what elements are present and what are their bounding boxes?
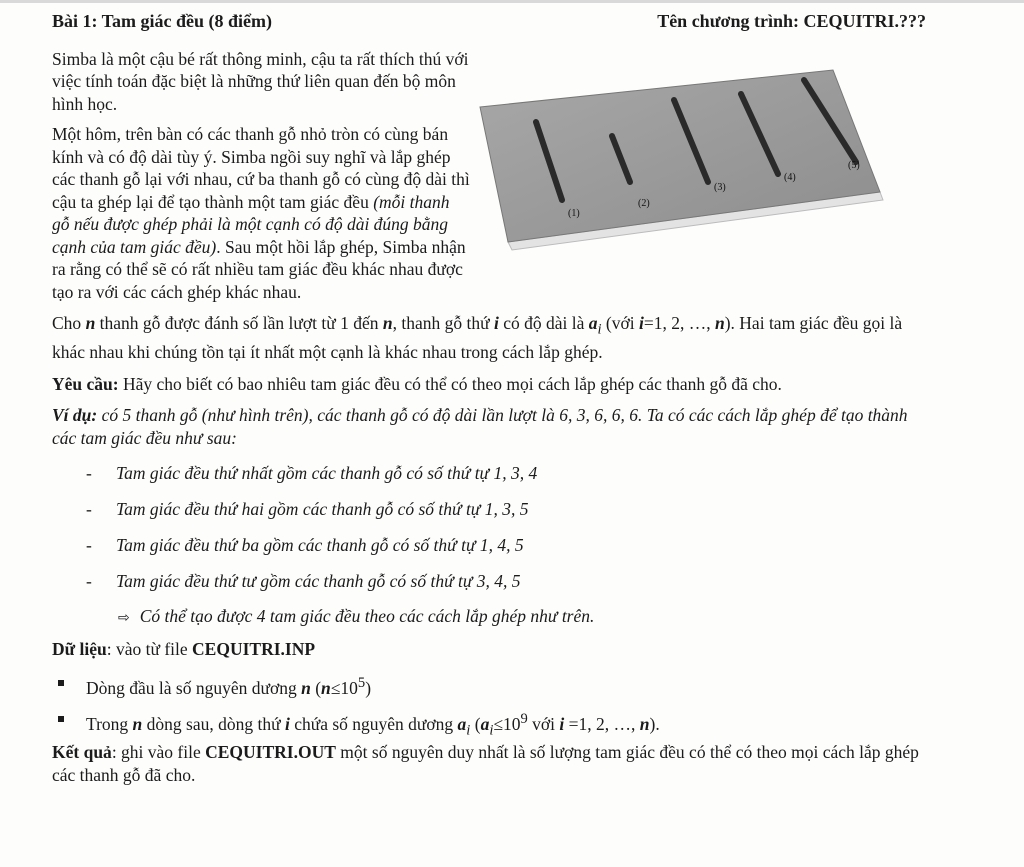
stick-label-5: (5) — [848, 160, 860, 171]
stick-label-2: (2) — [638, 198, 650, 209]
bullet-icon — [58, 716, 64, 722]
input-file-name: CEQUITRI.INP — [192, 639, 316, 659]
data-bullets — [52, 665, 932, 737]
sticks-illustration — [478, 52, 938, 267]
intro-p2-text: Một hôm, trên bàn có các thanh gỗ nhỏ tròn có cùng bán kính và có độ dài tùy ý. Simba ngồi suy nghĩ và lắp ghép các thanh gỗ lại với nhau, cứ ba thanh gỗ có cùng độ dài thì cậu ta ghép lại để tạo thành một tam giác đều — [52, 124, 470, 212]
list-item: - Tam giác đều thứ ba gồm các thanh gỗ có số thứ tự 1, 4, 5 — [86, 535, 524, 555]
problem-header — [52, 10, 932, 33]
program-name: Tên chương trình: CEQUITRI.??? — [657, 11, 926, 31]
example — [52, 404, 932, 449]
example-text: có 5 thanh gỗ (như hình trên), các thanh gỗ có độ dài lần lượt là 6, 3, 6, 6, 6. Ta có các cách lắp ghép để tạo thành các tam giác đều như sau: — [52, 405, 908, 448]
stick-label-1: (1) — [568, 208, 580, 219]
intro-p2-italic: (mỗi thanh gỗ nếu được ghép phải là một cạnh có độ dài đúng bằng cạnh của tam giác đều) — [52, 191, 450, 257]
example-label: Ví dụ: — [52, 405, 98, 425]
requirement-text: Hãy cho biết có bao nhiêu tam giác đều có thể có theo mọi cách lắp ghép các thanh gỗ đã cho. — [118, 373, 782, 394]
data-section: Dữ liệu: vào từ file CEQUITRI.INP — [52, 639, 316, 659]
board — [480, 70, 880, 242]
intro-paragraph-2 — [52, 123, 470, 303]
stick-label-4: (4) — [784, 172, 796, 183]
intro-text — [52, 48, 470, 304]
list-item: Dòng đầu là số nguyên dương n $(n\le 10^5)$ — [52, 665, 932, 701]
problem-title: Bài 1: Tam giác đều (8 điểm) — [52, 11, 273, 31]
list-item: Trong n dòng sau, dòng thứ i chứa số nguyên dương $a_i$ ($a_i\le 10^9$ với i =1, 2, …, n). — [52, 701, 932, 737]
bullet-icon — [58, 680, 64, 686]
requirement — [52, 373, 932, 396]
result-section: Kết quả: ghi vào file CEQUITRI.OUT một số nguyên duy nhất là số lượng tam giác đều có thể có theo mọi cách lắp ghép các thanh gỗ đã cho. — [52, 742, 919, 785]
list-item: - Tam giác đều thứ tư gồm các thanh gỗ có số thứ tự 3, 4, 5 — [86, 571, 521, 591]
intro-paragraph-1: Simba là một cậu bé rất thông minh, cậu ta rất thích thú với việc tính toán đặc biệt là những thứ liên quan đến bộ môn hình học. — [52, 48, 469, 114]
stick-label-3: (3) — [714, 182, 726, 193]
data-label: Dữ liệu — [52, 639, 107, 659]
sticks-figure — [478, 52, 938, 267]
requirement-label: Yêu cầu: — [52, 373, 119, 394]
output-file-name: CEQUITRI.OUT — [205, 742, 336, 762]
example-list — [52, 455, 932, 599]
top-border — [0, 0, 1024, 3]
list-item: - Tam giác đều thứ hai gồm các thanh gỗ có số thứ tự 1, 3, 5 — [86, 499, 529, 519]
list-item: - Tam giác đều thứ nhất gồm các thanh gỗ có số thứ tự 1, 3, 4 — [86, 463, 538, 483]
input-description: Cho n thanh gỗ được đánh số lần lượt từ 1 đến n, thanh gỗ thứ i có độ dài là $a_i$ (với i=1, 2, …, n). Hai tam giác đều gọi là khác nhau khi chúng tồn tại ít nhất một cạnh là khác nhau trong cách lắp ghép. — [52, 313, 903, 362]
example-conclusion: ⇨ Có thể tạo được 4 tam giác đều theo các cách lắp ghép như trên. — [118, 606, 595, 626]
arrow-icon: ⇨ — [118, 610, 130, 626]
result-label: Kết quả — [52, 742, 112, 762]
intro-p2-end: . Sau một hồi lắp ghép, Simba nhận ra rằng có thể sẽ có rất nhiều tam giác đều khác nhau được tạo ra với các cách ghép khác nhau. — [52, 236, 466, 302]
